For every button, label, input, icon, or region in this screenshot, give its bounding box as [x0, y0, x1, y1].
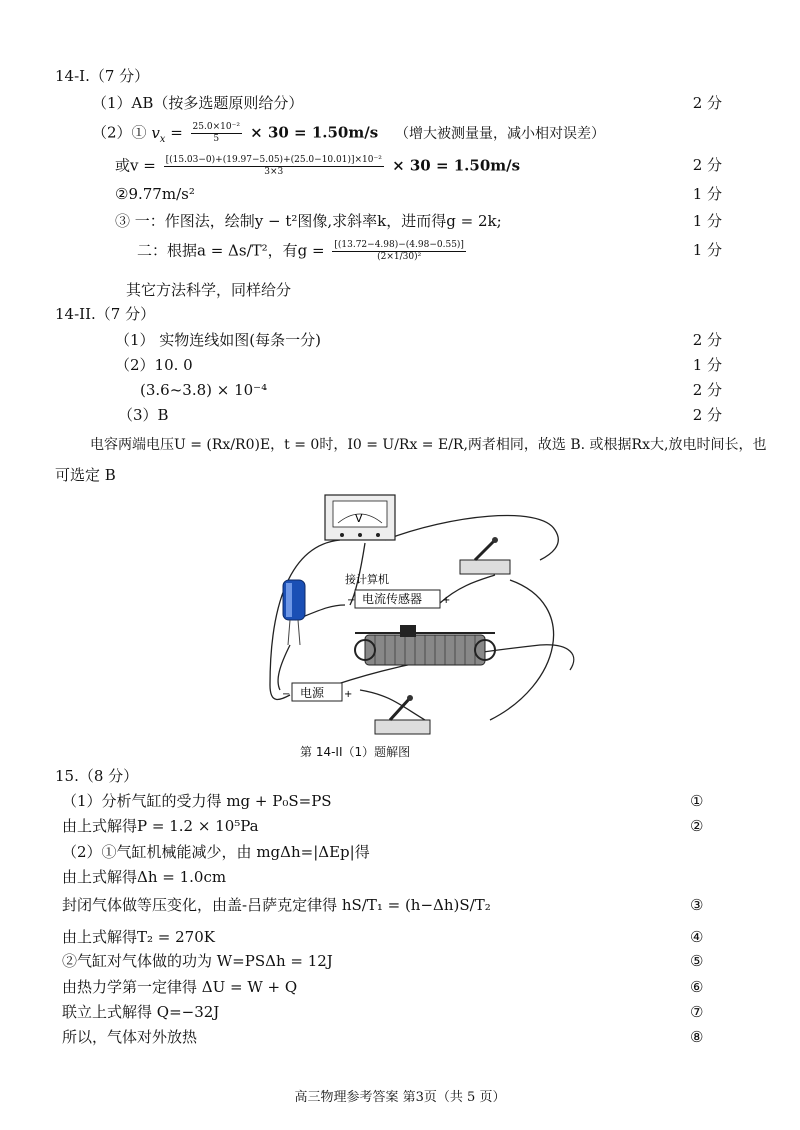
- q14-1-alt-result: × 30 = 1.50m/s: [386, 156, 521, 175]
- figure-caption: 第 14-II（1）题解图: [300, 745, 411, 759]
- q15-line-7: ②气缸对气体做的功为 W=PSΔh = 12J: [62, 952, 333, 970]
- q15-line-1: （1）分析气缸的受力得 mg + P₀S=PS: [62, 792, 332, 810]
- q15-line-3: （2）①气缸机械能减少，由 mgΔh=|ΔEp|得: [62, 843, 370, 861]
- q15-line-9: 联立上式解得 Q=−32J: [62, 1003, 220, 1021]
- q14-1-part2-formula: （2）① $v_x$ = $\frac{\text{25.0×10⁻²}}{5}$ × 30 = 1.50m/s （增大被测量量，减小相对误差）: [92, 122, 605, 145]
- svg-text:−: −: [347, 595, 356, 606]
- q14-2-part2-points: 1 分: [692, 356, 722, 374]
- voltmeter: [325, 495, 395, 540]
- q14-1-alt-fraction: $\frac{\text{[(15.03−0)+(19.97−5.05)+(25.0−10.01)]×10⁻²}}{3\times 3}$: [165, 155, 382, 177]
- knife-switch-top: [460, 537, 510, 574]
- q15-line-4: 由上式解得Δh = 1.0cm: [62, 868, 227, 886]
- computer-label: 接计算机: [345, 573, 389, 586]
- q15-line-6: 由上式解得T₂ = 270K: [62, 928, 215, 946]
- circuit-diagram: [250, 485, 580, 745]
- svg-text:−: −: [282, 689, 291, 700]
- q15-mark-6: ⑥: [690, 978, 704, 996]
- wire-capacitor-lead: [278, 645, 290, 690]
- q14-2-explanation-line1: 电容两端电压U = (Rx/R0)E，t = 0时，I0 = U/Rx = E/R,两者相同，故选 B. 或根据Rx大,放电时间长，也: [90, 437, 767, 453]
- q15-mark-4: ④: [690, 928, 704, 946]
- wire-meter-left: [270, 540, 340, 699]
- q14-2-part3: （3）B: [118, 406, 169, 424]
- q14-1-part3a: ③ 一：作图法，绘制y − t²图像,求斜率k，进而得g = 2k;: [115, 212, 502, 230]
- q14-2-part2b: (3.6~3.8) × 10⁻⁴: [140, 381, 268, 399]
- q14-2-part2b-points: 2 分: [692, 381, 722, 399]
- q14-1-part1: （1）AB（按多选题原则给分）: [92, 94, 304, 112]
- svg-text:+: +: [344, 689, 353, 700]
- q14-1-heading: 14-I.（7 分）: [55, 67, 150, 85]
- current-sensor: [347, 590, 450, 608]
- q14-1-part2b: ②9.77m/s²: [115, 185, 195, 203]
- wire-meter-right: [385, 516, 558, 560]
- q15-mark-2: ②: [690, 817, 704, 835]
- q14-1-part3a-points: 1 分: [692, 212, 722, 230]
- q14-1-part2-result: × 30 = 1.50m/s: [244, 123, 379, 142]
- q14-2-part1: （1） 实物连线如图(每条一分): [115, 331, 322, 349]
- q15-heading: 15.（8 分）: [55, 767, 139, 785]
- q14-1-alt-prefix: 或v: [115, 156, 139, 175]
- q14-1-part2-fraction: $\frac{\text{25.0×10⁻²}}{5}$: [192, 122, 240, 144]
- q15-mark-1: ①: [690, 792, 704, 810]
- q14-2-part3-points: 2 分: [692, 406, 722, 424]
- q15-line-2: 由上式解得P = 1.2 × 10⁵Pa: [62, 817, 259, 835]
- svg-text:+: +: [442, 595, 451, 606]
- q14-2-part2: （2）10. 0: [115, 356, 193, 374]
- q14-1-other-methods: 其它方法科学，同样给分: [126, 281, 292, 299]
- q14-1-part2-prefix: （2）①: [92, 123, 152, 142]
- q14-1-alt-formula: 或v = $\frac{\text{[(15.03−0)+(19.97−5.05)+(25.0−10.01)]×10⁻²}}{3\times 3}$ × 30 = 1.50m/s: [115, 155, 521, 177]
- capacitor: [283, 580, 305, 645]
- power-source-label: 电源: [300, 686, 325, 700]
- q14-1-part3b: 二：根据a = Δs/T²，有g = $\frac{[(13.72-4.98)-(4.98-0.55)]}{\text{(2×1/30)²}}$: [137, 240, 464, 262]
- page-footer: 高三物理参考答案 第3页（共 5 页）: [294, 1090, 506, 1105]
- power-source: [282, 683, 352, 701]
- sliding-rheostat: [355, 625, 495, 665]
- q15-mark-8: ⑧: [690, 1028, 704, 1046]
- q15-line-5: 封闭气体做等压变化，由盖-吕萨克定律得 hS/T₁ = (h−Δh)S/T₂: [62, 896, 491, 914]
- q14-1-part3b-points: 1 分: [692, 241, 722, 259]
- q14-2-explanation-line2: 可选定 B: [55, 466, 116, 484]
- q15-line-8: 由热力学第一定律得 ΔU = W + Q: [62, 978, 298, 996]
- q14-1-vx: $v_x$: [151, 123, 166, 145]
- q14-2-part1-points: 2 分: [692, 331, 722, 349]
- q14-1-part2-note: （增大被测量量，减小相对误差）: [394, 125, 605, 142]
- q15-mark-5: ⑤: [690, 952, 704, 970]
- current-sensor-label: 电流传感器: [362, 592, 423, 606]
- q15-mark-3: ③: [690, 896, 704, 914]
- q15-mark-7: ⑦: [690, 1003, 704, 1021]
- q14-1-part1-points: 2 分: [692, 94, 722, 112]
- q15-line-10: 所以，气体对外放热: [62, 1028, 198, 1046]
- q14-1-part2b-points: 1 分: [692, 185, 722, 203]
- q14-1-alt-points: 2 分: [692, 156, 722, 174]
- q14-2-heading: 14-II.（7 分）: [55, 305, 156, 323]
- voltmeter-letter: V: [355, 512, 363, 525]
- knife-switch-bottom: [375, 695, 430, 734]
- q14-1-part3b-fraction: $\frac{[(13.72-4.98)-(4.98-0.55)]}{\text{(2×1/30)²}}$: [334, 240, 464, 262]
